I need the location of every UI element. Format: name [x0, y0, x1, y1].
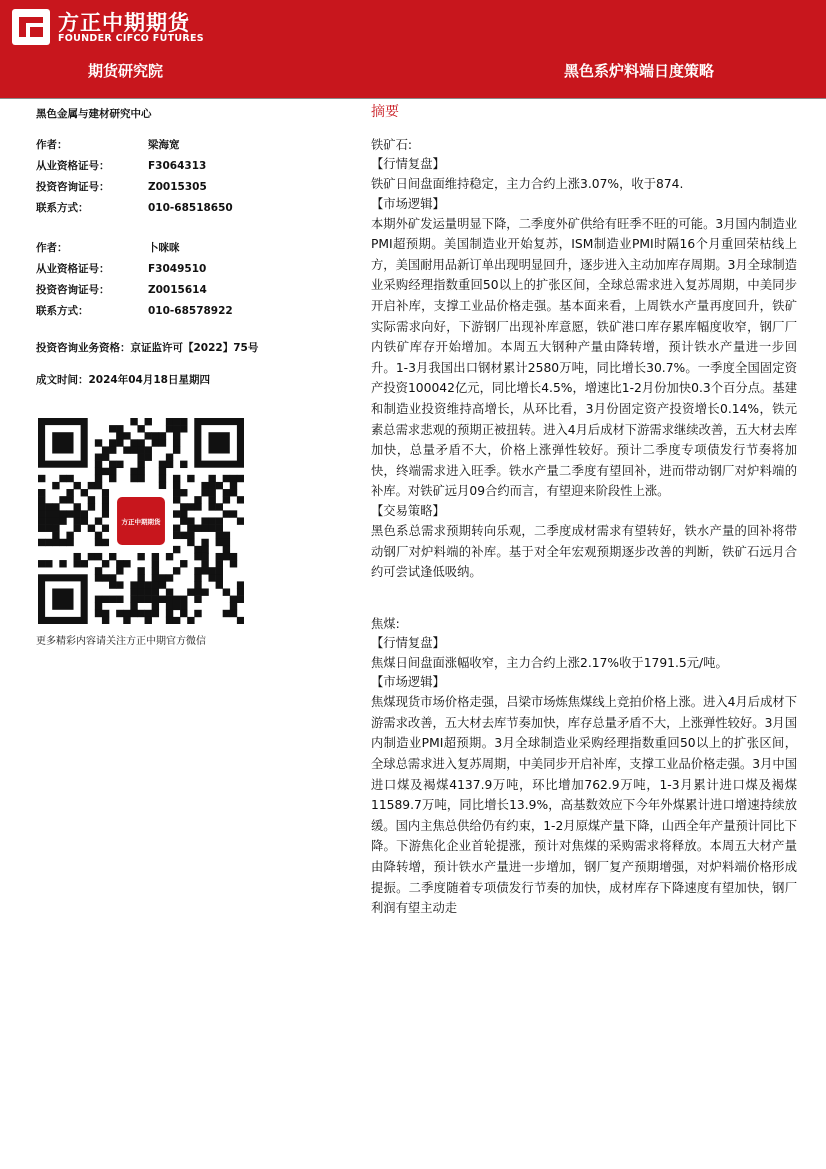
author-2-name-row: 作者： 卜咪咪: [36, 242, 180, 254]
qr-center-logo-text: 方正中期期货: [121, 518, 161, 526]
author-1-name-row: 作者： 梁海宽: [36, 139, 180, 151]
company-name-en: FOUNDER CIFCO FUTURES: [58, 33, 204, 44]
department-name: 黑色金属与建材研究中心: [36, 108, 152, 120]
iron-ore-strategy-text: 黑色系总需求预期转向乐观，二季度成材需求有望转好，铁水产量的回补将带动钢厂对炉料端的补库。基于对全年宏观预期逐步改善的判断，铁矿石远月合约可尝试逢低吸纳。: [371, 523, 797, 580]
iron-ore-strategy-label: 【交易策略】: [371, 503, 445, 518]
iron-ore-logic-text: 本期外矿发运量明显下降，二季度外矿供给有旺季不旺的可能。3月国内制造业PMI超预期。美国制造业开始复苏，ISM制造业PMI时隔16个月重回荣枯线上方，美国耐用品新订单出现明显回升，逐步进入主动加库存周期。3月全球制造业采购经理指数重回50以上的扩张区间，全球总需求进入复苏周期，中美同步开启补库，支撑工业品价格走强。基本面来看，上周铁水产量再度回升，铁矿实际需求向好，下游钢厂出现补库意愿，铁矿港口库存累库幅度收窄，钢厂厂内铁矿库存开始增加。本周五大钢种产量由降转增，预计铁水产量进一步回升。1-3月我国出口钢材累计2580万吨，同比增长30.7%。一季度全国固定资产投资100042亿元，同比增长4.5%，增速比1-2月份加快0.3个百分点。基建和制造业投资维持高增长，从环比看，3月份固定资产投资增长0.14%，铁元素总需求悲观的预期正被扭转。进入4月后成材下游需求继续改善，五大材去库加快，总量矛盾不大，价格上涨弹性较好。预计二季度专项债发行节奏将加快，终端需求进入旺季。铁水产量二季度有望回补，进而带动钢厂对炉料端的补库。对铁矿远月09合约而言，有望迎来阶段性上涨。: [371, 216, 797, 499]
wechat-qr-code: [38, 418, 244, 624]
institute-name: 期货研究院: [88, 62, 164, 80]
report-title: 黑色系炉料端日度策略: [563, 62, 714, 80]
coking-coal-heading: 焦煤:: [371, 616, 400, 631]
author-1-contact-row: 联系方式： 010-68518650: [36, 202, 233, 214]
qr-caption: 更多精彩内容请关注方正中期官方微信: [36, 636, 206, 647]
qr-code-icon: [38, 418, 244, 624]
header-divider: [0, 98, 826, 99]
company-logo-icon: [12, 9, 50, 45]
summary-title: 摘要: [371, 104, 399, 120]
iron-ore-heading: 铁矿石:: [371, 138, 413, 152]
iron-ore-review-text: 铁矿日间盘面维持稳定，主力合约上涨3.07%，收于874.: [371, 177, 684, 191]
coking-coal-logic-text: 焦煤现货市场价格走强，吕梁市场炼焦煤线上竞拍价格上涨。进入4月后成材下游需求改善，五大材去库节奏加快，库存总量矛盾不大，上涨弹性较好。3月国内制造业PMI超预期。3月全球制造业采购经理指数重回50以上的扩张区间，全球总需求进入复苏周期，中美同步开启补库，支撑工业品价格走强。3月中国进口煤及褐煤4137.9万吨，环比增加762.9万吨，1-3月累计进口煤及褐煤11589.7万吨，同比增长13.9%，高基数效应下今年外煤累计进口增速持续放缓。国内主焦总供给仍有约束，1-2月原煤产量下降，山西全年产量预计同比下降。下游焦化企业首轮提涨，预计对焦煤的采购需求将释放。本周五大材产量由降转增，预计铁水产量进一步增加，钢厂复产预期增强，对炉料端价格形成提振。二季度随着专项债发行节奏的加快，成材库存下降速度有望加快，钢厂利润有望主动走: [371, 695, 797, 916]
coking-coal-review-text: 焦煤日间盘面涨幅收窄，主力合约上涨2.17%收于1791.5元/吨。: [371, 655, 728, 670]
author-2-license-row: 从业资格证号： F3049510: [36, 263, 207, 275]
author-1-consult-row: 投资咨询证号： Z0015305: [36, 181, 207, 193]
report-date: 成文时间：2024年04月18日星期四: [36, 374, 210, 386]
summary-section: [371, 102, 797, 919]
author-1-license-row: 从业资格证号： F3064313: [36, 160, 207, 172]
report-header: [0, 0, 826, 98]
coking-coal-logic-label: 【市场逻辑】: [371, 675, 445, 690]
coking-coal-review-label: 【行情复盘】: [371, 635, 445, 650]
author-2-consult-row: 投资咨询证号： Z0015614: [36, 284, 207, 296]
qualification-line: 投资咨询业务资格：京证监许可【2022】75号: [36, 342, 259, 354]
iron-ore-review-label: 【行情复盘】: [371, 157, 445, 171]
author-2-contact-row: 联系方式： 010-68578922: [36, 305, 233, 317]
iron-ore-logic-label: 【市场逻辑】: [371, 196, 445, 211]
company-name-cn: 方正中期期货: [58, 11, 190, 35]
